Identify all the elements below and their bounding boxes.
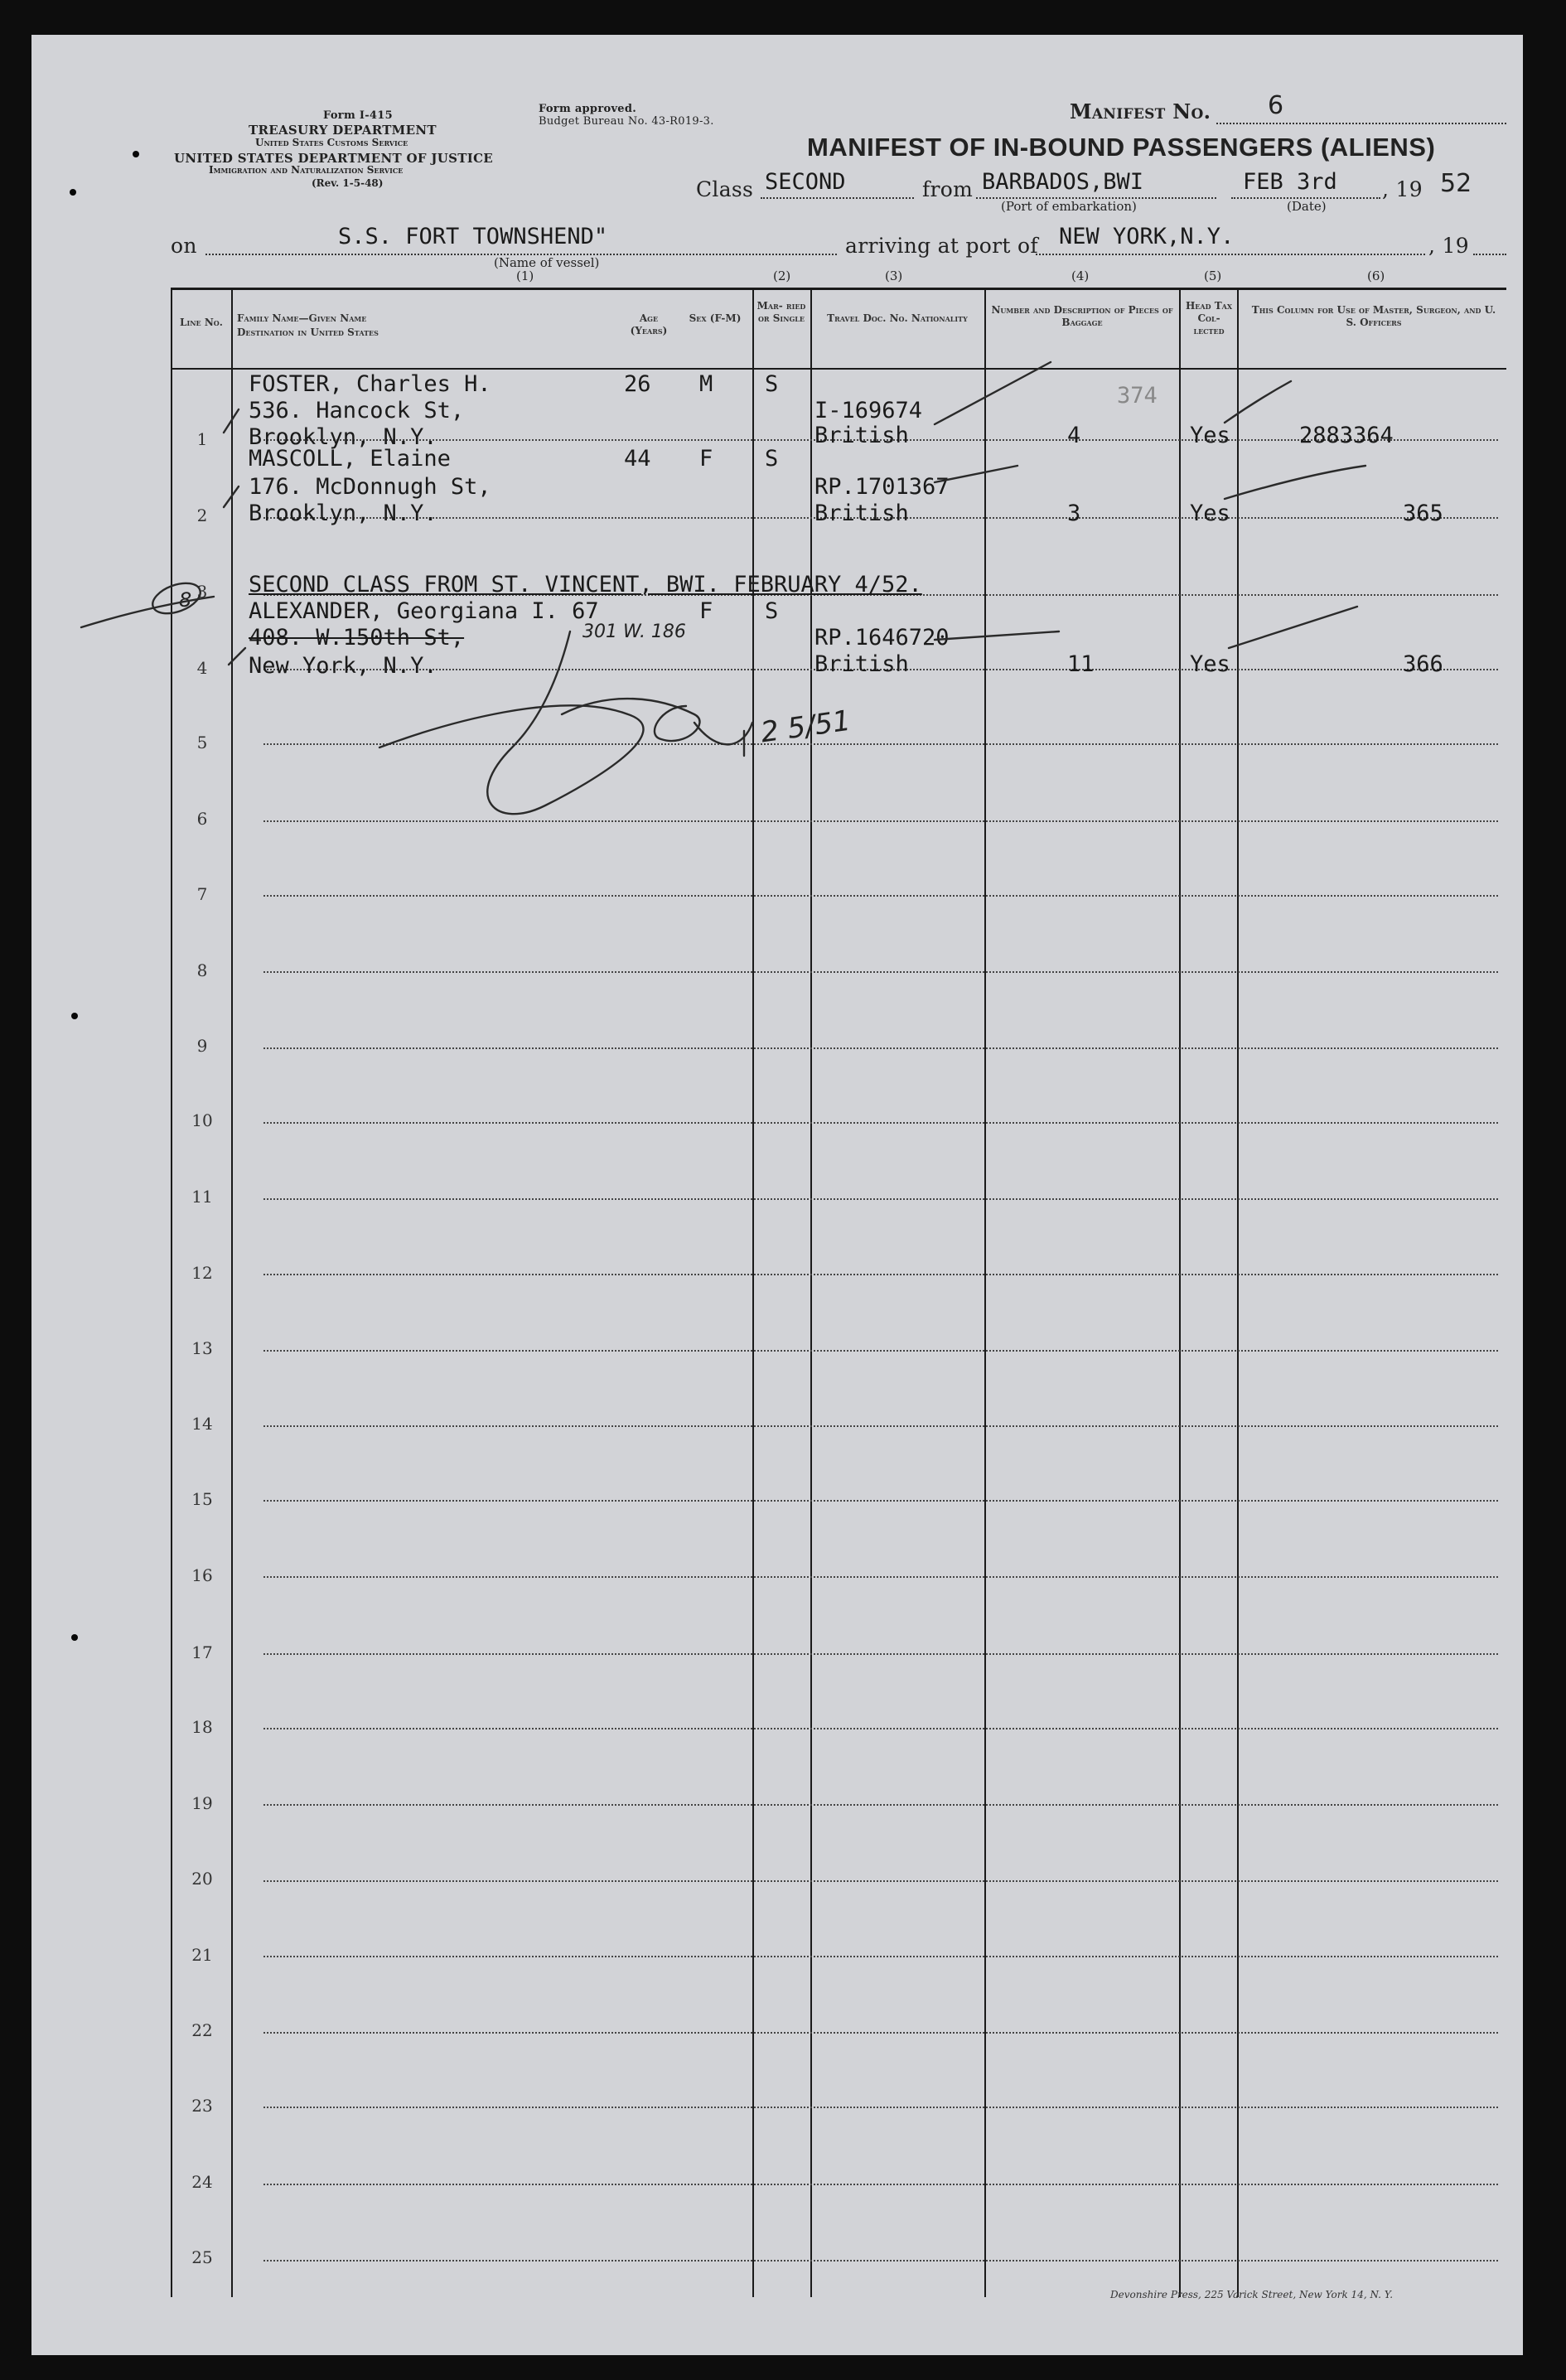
row-separator (263, 971, 1498, 973)
p3-nationality: British (814, 651, 909, 677)
header-destination: Destination in United States (237, 327, 379, 338)
handwritten-note: 2 5/51 (758, 704, 853, 750)
budget-bureau: Budget Bureau No. 43-R019-3. (539, 115, 714, 128)
line-number: 4 (196, 658, 208, 678)
row-separator (263, 1576, 1498, 1578)
form-approved: Form approved. (539, 103, 637, 115)
line-number: 22 (191, 2020, 213, 2040)
check-mark-tax-1 (1225, 381, 1291, 423)
line-number: 2 (196, 506, 208, 525)
p2-nationality: British (814, 501, 909, 526)
department-of-justice: UNITED STATES DEPARTMENT OF JUSTICE (174, 151, 494, 166)
line-number: 19 (191, 1793, 213, 1813)
row-separator (263, 1198, 1498, 1200)
check-mark-tax-3 (1229, 607, 1357, 648)
circled-mark: 8 (179, 588, 192, 612)
manifest-sheet (31, 35, 1523, 2355)
p1-head-tax: Yes (1190, 423, 1230, 448)
p2-officer-number: 365 (1403, 501, 1443, 526)
year-value: 52 (1440, 169, 1472, 198)
form-number: Form I-415 (323, 109, 393, 122)
col-num-5: (5) (1204, 268, 1222, 283)
line-number: 11 (191, 1187, 213, 1207)
line-number: 10 (191, 1110, 213, 1130)
col-num-3: (3) (885, 268, 903, 283)
line-number: 13 (191, 1338, 213, 1358)
revision-date: (Rev. 1-5-48) (312, 177, 384, 189)
row-separator (263, 2184, 1498, 2185)
line-number: 12 (191, 1263, 213, 1283)
p2-address-street: 176. McDonnugh St, (249, 474, 491, 500)
line-number: 23 (191, 2096, 213, 2116)
class-value: SECOND (765, 169, 846, 195)
p2-travel-doc: RP.1701367 (814, 474, 950, 500)
line-number: 17 (191, 1642, 213, 1662)
p2-address-city: Brooklyn, N.Y. (249, 501, 437, 526)
line-number: 7 (196, 884, 208, 904)
row-separator (263, 1274, 1498, 1275)
p3-baggage: 11 (1067, 651, 1095, 677)
p1-travel-doc: I-169674 (814, 398, 923, 423)
header-age: Age (Years) (630, 312, 668, 336)
on-label: on (171, 234, 197, 258)
p1-sex: M (699, 371, 713, 397)
p2-age: 44 (624, 446, 651, 472)
row-separator (263, 2107, 1498, 2108)
line-number: 9 (196, 1036, 208, 1056)
pen-marks (31, 35, 1523, 863)
strike-line-row-3 (81, 597, 214, 627)
manifest-title: MANIFEST OF IN-BOUND PASSENGERS (ALIENS) (807, 133, 1436, 162)
treasury-department: TREASURY DEPARTMENT (249, 123, 437, 138)
manifest-no-label: Manifest No. (1070, 99, 1211, 123)
header-married: Mar- ried or Single (756, 300, 806, 324)
p1-nationality: British (814, 423, 909, 448)
circle-annotation (148, 578, 204, 620)
check-mark-tax-2 (1225, 466, 1365, 499)
customs-service: United States Customs Service (255, 137, 408, 148)
row-separator (263, 1728, 1498, 1729)
ins-service: Immigration and Naturalization Service (209, 164, 404, 176)
check-mark-line-1 (935, 362, 1051, 424)
line-number: 8 (196, 960, 208, 980)
header-head-tax: Head Tax Col- lected (1185, 300, 1233, 336)
row-separator (263, 1804, 1498, 1806)
class-label: Class (696, 177, 754, 201)
p1-address-city: Brooklyn, N.Y. (249, 424, 437, 450)
p3-head-tax: Yes (1190, 651, 1230, 677)
p2-name: MASCOLL, Elaine (249, 446, 451, 472)
vessel-col-num: (1) (516, 268, 534, 283)
row-separator (263, 1500, 1498, 1502)
p2-baggage: 3 (1067, 501, 1081, 526)
p1-name: FOSTER, Charles H. (249, 371, 491, 397)
line-number: 14 (191, 1414, 213, 1434)
p1-address-street: 536. Hancock St, (249, 398, 465, 423)
row-separator (263, 1122, 1498, 1124)
header-sex: Sex (F-M) (689, 312, 742, 324)
header-officers-use: This Column for Use of Master, Surgeon, and U. S. Officers (1251, 304, 1496, 328)
col-num-6: (6) (1367, 268, 1385, 283)
port-caption: (Port of embarkation) (1001, 199, 1137, 214)
line-number: 20 (191, 1869, 213, 1889)
arrival-year-prefix: , 19 (1428, 234, 1469, 258)
year-prefix: , 19 (1382, 177, 1423, 201)
row-separator (263, 2260, 1498, 2261)
row-separator (263, 1425, 1498, 1427)
col-num-4: (4) (1071, 268, 1090, 283)
p2-sex: F (699, 446, 713, 472)
punch-mark (71, 1013, 78, 1019)
row-separator (263, 1047, 1498, 1049)
check-mark-line-no-4 (229, 648, 245, 665)
section-heading: SECOND CLASS FROM ST. VINCENT, BWI. FEBRUARY 4/52. (249, 572, 922, 597)
p3-handwritten-address: 301 W. 186 (582, 622, 686, 642)
p1-baggage: 4 (1067, 423, 1081, 448)
p2-marital: S (765, 446, 779, 472)
p3-address-city: New York, N.Y. (249, 653, 437, 679)
header-travel-doc: Travel Doc. No. Nationality (827, 312, 968, 324)
row-separator (263, 1956, 1498, 1957)
row-separator (263, 895, 1498, 897)
row-separator (263, 1653, 1498, 1655)
p1-age: 26 (624, 371, 651, 397)
line-number: 25 (191, 2247, 213, 2267)
line-number: 5 (196, 733, 208, 752)
from-label: from (922, 177, 974, 201)
p1-officer-number: 2883364 (1299, 423, 1394, 448)
row-separator (263, 1350, 1498, 1352)
row-separator (263, 1880, 1498, 1882)
signature-stroke (562, 699, 699, 741)
arriving-label: arriving at port of (845, 234, 1038, 258)
line-number: 1 (196, 429, 208, 449)
stamp-number: 374 (1117, 383, 1158, 409)
vessel-caption: (Name of vessel) (494, 255, 600, 270)
line-number: 18 (191, 1717, 213, 1737)
date-caption: (Date) (1287, 199, 1327, 214)
col-num-2: (2) (773, 268, 791, 283)
from-value: BARBADOS,BWI (982, 169, 1144, 195)
line-number: 24 (191, 2172, 213, 2192)
line-number: 16 (191, 1565, 213, 1585)
line-number: 15 (191, 1489, 213, 1509)
check-mark-line-no-1 (224, 409, 239, 433)
check-mark-doc-2 (935, 466, 1017, 482)
line-number: 3 (196, 582, 208, 602)
p1-marital: S (765, 371, 779, 397)
signature-loop (379, 631, 644, 814)
p2-head-tax: Yes (1190, 501, 1230, 526)
header-line-no: Line No. (180, 317, 223, 328)
printer-credit: Devonshire Press, 225 Varick Street, New York 14, N. Y. (1110, 2289, 1394, 2300)
manifest-no-value: 6 (1268, 91, 1284, 120)
arriving-port: NEW YORK,N.Y. (1059, 224, 1235, 249)
p3-marital: S (765, 598, 779, 624)
row-separator (263, 2032, 1498, 2034)
p3-travel-doc: RP.1646720 (814, 625, 950, 651)
line-number: 21 (191, 1945, 213, 1965)
p3-name: ALEXANDER, Georgiana I. 67 (249, 598, 599, 624)
check-mark-doc-3 (935, 631, 1059, 640)
date-value: FEB 3rd (1243, 169, 1337, 195)
p3-officer-number: 366 (1403, 651, 1443, 677)
header-baggage: Number and Description of Pieces of Baggage (991, 304, 1173, 328)
p3-sex: F (699, 598, 713, 624)
punch-mark (71, 1634, 78, 1641)
p3-address-street: 408. W.150th St, (249, 625, 465, 651)
header-name: Family Name—Given Name (237, 312, 367, 324)
vessel-name: S.S. FORT TOWNSHEND" (338, 224, 608, 249)
line-number: 6 (196, 809, 208, 829)
check-mark-line-no-2 (224, 486, 239, 507)
